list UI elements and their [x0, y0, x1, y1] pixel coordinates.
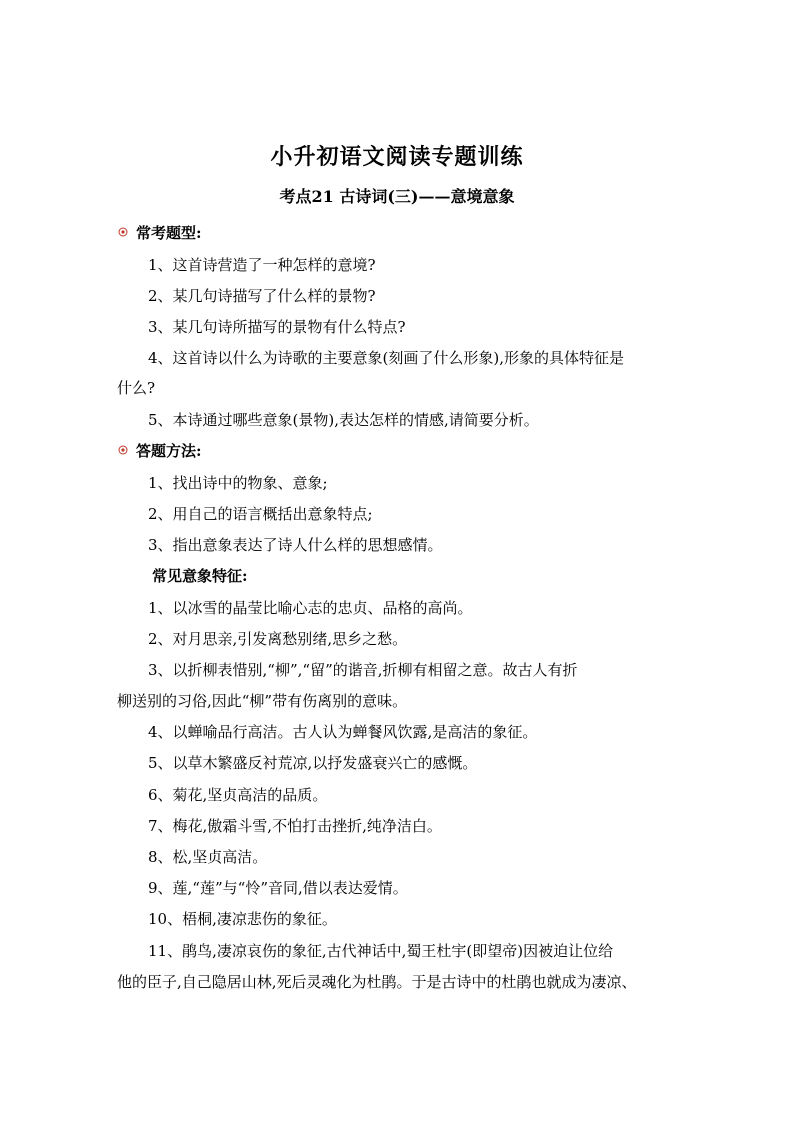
list-item: 2、用自己的语言概括出意象特点; [148, 505, 373, 523]
circled-dot-bullet-icon [118, 227, 128, 237]
list-item-continuation: 什么? [117, 379, 156, 397]
list-item: 6、菊花,坚贞高洁的品质。 [148, 786, 328, 804]
list-item: 2、对月思亲,引发离愁别绪,思乡之愁。 [148, 630, 408, 648]
list-item: 7、梅花,傲霜斗雪,不怕打击挫折,纯净洁白。 [148, 817, 442, 835]
section-heading-answer-method: 答题方法: [136, 442, 202, 460]
section-heading-question-types: 常考题型: [136, 224, 202, 242]
list-item: 4、这首诗以什么为诗歌的主要意象(刻画了什么形象),形象的具体特征是 [148, 349, 625, 367]
list-item: 11、鹃鸟,凄凉哀伤的象征,古代神话中,蜀王杜宇(即望帝)因被迫让位给 [148, 942, 614, 960]
circled-dot-bullet-icon [118, 445, 128, 455]
list-item: 8、松,坚贞高洁。 [148, 848, 268, 866]
list-item-continuation: 柳送别的习俗,因此“柳”带有伤离别的意味。 [117, 692, 408, 710]
list-item: 5、以草木繁盛反衬荒凉,以抒发盛衰兴亡的感慨。 [148, 754, 478, 772]
list-item: 1、找出诗中的物象、意象; [148, 474, 328, 492]
list-item: 10、梧桐,凄凉悲伤的象征。 [148, 910, 337, 928]
list-item: 5、本诗通过哪些意象(景物),表达怎样的情感,请简要分析。 [148, 411, 539, 429]
list-item: 4、以蝉喻品行高洁。古人认为蝉餐风饮露,是高洁的象征。 [148, 723, 538, 741]
list-item: 1、这首诗营造了一种怎样的意境? [148, 256, 376, 274]
list-item: 2、某几句诗描写了什么样的景物? [148, 287, 376, 305]
list-item: 3、指出意象表达了诗人什么样的思想感情。 [148, 536, 443, 554]
list-item: 1、以冰雪的晶莹比喻心志的忠贞、品格的高尚。 [148, 599, 473, 617]
page-title: 小升初语文阅读专题训练 [270, 144, 524, 170]
list-item: 3、以折柳表惜别,“柳”,“留”的谐音,折柳有相留之意。故古人有折 [148, 661, 578, 679]
section-heading-common-imagery: 常见意象特征: [152, 567, 248, 585]
page-subtitle: 考点21 古诗词(三)——意境意象 [279, 187, 515, 206]
list-item-continuation: 他的臣子,自己隐居山林,死后灵魂化为杜鹃。于是古诗中的杜鹃也就成为凄凉、 [117, 973, 637, 991]
list-item: 3、某几句诗所描写的景物有什么特点? [148, 318, 406, 336]
list-item: 9、莲,“莲”与“怜”音同,借以表达爱情。 [148, 879, 408, 897]
